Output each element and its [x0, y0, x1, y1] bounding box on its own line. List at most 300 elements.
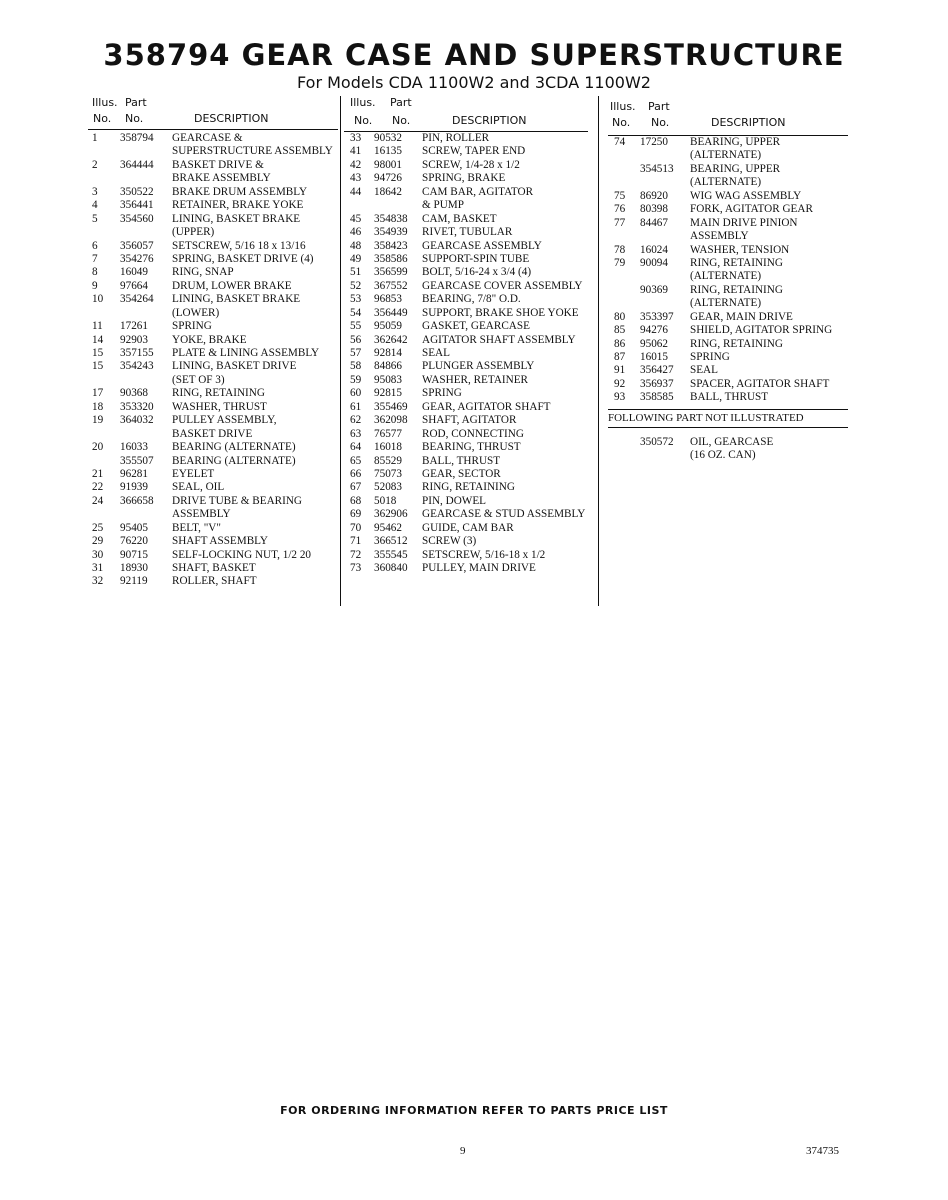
table-row [88, 347, 340, 360]
illus-number: 61 [350, 400, 362, 413]
illus-number: 43 [350, 172, 362, 185]
table-row [88, 414, 340, 427]
header-description: DESCRIPTION [711, 116, 786, 129]
table-row [342, 320, 598, 333]
header-no: No. [612, 116, 631, 129]
part-description: PLUNGER ASSEMBLY [422, 360, 535, 373]
table-row [88, 145, 340, 158]
table-row [342, 253, 598, 266]
part-description: SPACER, AGITATOR SHAFT [690, 377, 830, 390]
header-part: Part [390, 96, 412, 109]
part-description: PULLEY ASSEMBLY, [172, 414, 277, 427]
illus-number: 68 [350, 494, 362, 507]
part-description: SEAL, OIL [172, 481, 225, 494]
illus-number: 29 [92, 535, 104, 548]
part-description: RING, RETAINING [172, 387, 265, 400]
parts-list [608, 136, 848, 405]
illus-number: 11 [92, 320, 103, 333]
illus-number: 74 [614, 136, 626, 148]
table-row [88, 508, 340, 521]
part-description: SHAFT, BASKET [172, 562, 256, 574]
part-description: RETAINER, BRAKE YOKE [172, 199, 304, 212]
part-number: 90532 [374, 132, 402, 144]
ordering-footer: FOR ORDERING INFORMATION REFER TO PARTS PRICE LIST [280, 1104, 668, 1117]
part-description: GEARCASE COVER ASSEMBLY [422, 279, 583, 292]
part-number: 5018 [374, 494, 397, 507]
illus-number: 69 [350, 508, 362, 521]
part-number: 353320 [120, 400, 154, 413]
part-description: GEAR, SECTOR [422, 467, 501, 480]
part-description: BASKET DRIVE & [172, 158, 264, 171]
part-description: CAM, BASKET [422, 212, 497, 225]
header-illus: Illus. [610, 100, 636, 113]
part-description: PIN, ROLLER [422, 132, 490, 144]
table-row [342, 199, 598, 212]
page-number: 9 [460, 1145, 466, 1157]
table-row [608, 297, 848, 310]
part-number: 85529 [374, 454, 402, 467]
part-description: BEARING (ALTERNATE) [172, 441, 296, 454]
table-row [342, 132, 598, 145]
part-description: BRAKE DRUM ASSEMBLY [172, 185, 308, 198]
parts-list [88, 132, 340, 589]
part-number: 358586 [374, 252, 408, 265]
table-row [342, 293, 598, 306]
table-row [342, 441, 598, 454]
illus-number: 17 [92, 387, 104, 400]
illus-number: 87 [614, 351, 626, 363]
table-row [88, 186, 340, 199]
table-row [342, 145, 598, 158]
illus-number: 77 [614, 216, 626, 229]
table-row [608, 230, 848, 243]
illus-number: 60 [350, 387, 362, 400]
table-row [342, 172, 598, 185]
table-row [608, 338, 848, 351]
illus-number: 15 [92, 347, 104, 359]
part-description: RING, RETAINING [690, 337, 783, 350]
part-description: LINING, BASKET BRAKE [172, 293, 301, 306]
part-number: 96281 [120, 467, 148, 480]
illus-number: 91 [614, 364, 626, 377]
illus-number: 14 [92, 333, 104, 346]
illus-number: 54 [350, 306, 362, 319]
part-number: 90369 [640, 283, 668, 296]
part-description: WASHER, RETAINER [422, 373, 529, 386]
part-number: 364444 [120, 158, 154, 171]
illus-number: 59 [350, 373, 362, 386]
header-no: No. [125, 112, 144, 125]
table-row [342, 226, 598, 239]
table-row [608, 351, 848, 364]
table-row [608, 217, 848, 230]
illus-number: 72 [350, 548, 362, 561]
illus-number: 4 [92, 199, 98, 212]
table-row [88, 253, 340, 266]
part-description: SHAFT ASSEMBLY [172, 535, 268, 548]
table-row [608, 378, 848, 391]
part-description: GEARCASE & [172, 132, 243, 144]
part-number: 366658 [120, 494, 154, 507]
part-number: 92903 [120, 333, 148, 346]
part-number: 95462 [374, 521, 402, 534]
part-description: BEARING, UPPER [690, 136, 781, 148]
table-row [342, 414, 598, 427]
part-description: GEARCASE & STUD ASSEMBLY [422, 508, 586, 521]
header-no: No. [392, 114, 411, 127]
part-description: PLATE & LINING ASSEMBLY [172, 347, 320, 359]
column-divider [598, 96, 599, 606]
table-row [608, 244, 848, 257]
part-description: GASKET, GEARCASE [422, 320, 530, 333]
illus-number: 18 [92, 400, 104, 413]
part-number: 364032 [120, 414, 154, 427]
illus-number: 10 [92, 293, 104, 306]
table-row [88, 387, 340, 400]
illus-number: 1 [92, 132, 98, 144]
table-row [88, 213, 340, 226]
part-description: GEAR, MAIN DRIVE [690, 310, 793, 323]
illus-number: 48 [350, 239, 362, 252]
table-row [342, 481, 598, 494]
table-row [342, 495, 598, 508]
table-row [88, 266, 340, 279]
part-number: 356057 [120, 239, 154, 252]
part-description: OIL, GEARCASE [690, 435, 774, 448]
part-description: CAM BAR, AGITATOR [422, 185, 534, 198]
part-number: 18930 [120, 562, 148, 574]
table-row [608, 270, 848, 283]
part-description: ASSEMBLY [172, 508, 231, 521]
part-number: 356449 [374, 306, 408, 319]
table-row [608, 449, 848, 462]
table-row [342, 468, 598, 481]
part-description: GEARCASE ASSEMBLY [422, 239, 542, 252]
not-illustrated-heading: FOLLOWING PART NOT ILLUSTRATED [608, 409, 848, 428]
table-row [342, 428, 598, 441]
part-description: GEAR, AGITATOR SHAFT [422, 400, 551, 413]
illus-number: 49 [350, 252, 362, 265]
part-description: EYELET [172, 467, 215, 480]
part-description: SUPPORT, BRAKE SHOE YOKE [422, 306, 579, 319]
part-number: 16015 [640, 351, 668, 363]
part-description: BRAKE ASSEMBLY [172, 172, 271, 185]
header-part: Part [125, 96, 147, 109]
table-row [88, 293, 340, 306]
table-row [342, 387, 598, 400]
part-number: 367552 [374, 279, 408, 292]
part-description: SPRING [172, 320, 212, 333]
header-description: DESCRIPTION [194, 112, 269, 125]
part-description: ASSEMBLY [690, 230, 749, 243]
illus-number: 70 [350, 521, 362, 534]
part-number: 94276 [640, 324, 668, 337]
part-description: RIVET, TUBULAR [422, 226, 513, 239]
table-row [342, 562, 598, 575]
not-illustrated-list [608, 436, 848, 463]
table-row [88, 575, 340, 588]
part-number: 90715 [120, 548, 148, 561]
table-row [88, 280, 340, 293]
part-description: WASHER, TENSION [690, 243, 790, 256]
table-row [608, 257, 848, 270]
part-number: 95059 [374, 320, 402, 333]
table-row [342, 186, 598, 199]
part-description: (ALTERNATE) [690, 270, 762, 283]
part-number: 354939 [374, 226, 408, 239]
parts-column-2 [342, 96, 598, 575]
table-row [342, 455, 598, 468]
part-description: SPRING, BRAKE [422, 172, 506, 185]
header-part: Part [648, 100, 670, 113]
part-number: 356441 [120, 199, 154, 212]
part-description: BOLT, 5/16-24 x 3/4 (4) [422, 266, 532, 279]
part-description: SETSCREW, 5/16 18 x 13/16 [172, 239, 306, 252]
header-no: No. [93, 112, 112, 125]
illus-number: 5 [92, 212, 98, 225]
illus-number: 19 [92, 414, 104, 427]
illus-number: 32 [92, 575, 104, 588]
part-number: 360840 [374, 562, 408, 574]
table-row [608, 391, 848, 404]
part-description: BEARING, THRUST [422, 441, 521, 454]
part-description: SETSCREW, 5/16-18 x 1/2 [422, 548, 546, 561]
part-description: BALL, THRUST [690, 391, 769, 404]
illus-number: 20 [92, 441, 104, 454]
table-row [88, 455, 340, 468]
illus-number: 63 [350, 427, 362, 440]
part-number: 350572 [640, 435, 674, 448]
part-number: 95062 [640, 337, 668, 350]
part-number: 98001 [374, 158, 402, 171]
page-title: 358794 GEAR CASE AND SUPERSTRUCTURE [103, 38, 845, 72]
part-description: RING, RETAINING [690, 256, 783, 269]
table-row [88, 522, 340, 535]
part-description: (ALTERNATE) [690, 149, 762, 162]
part-description: SPRING [690, 351, 730, 363]
table-row [88, 132, 340, 145]
parts-list [342, 132, 598, 575]
part-number: 52083 [374, 481, 402, 494]
table-row [342, 240, 598, 253]
part-description: SEAL [422, 347, 450, 359]
part-number: 84866 [374, 360, 402, 373]
part-number: 356599 [374, 266, 408, 279]
illus-number: 57 [350, 347, 362, 359]
illus-number: 7 [92, 252, 98, 265]
table-row [608, 149, 848, 162]
part-description: RING, RETAINING [422, 481, 515, 494]
part-number: 92814 [374, 347, 402, 359]
table-row [88, 562, 340, 575]
table-row [608, 190, 848, 203]
table-row [342, 360, 598, 373]
part-number: 358585 [640, 391, 674, 404]
table-row [342, 334, 598, 347]
table-row [342, 266, 598, 279]
part-description: DRIVE TUBE & BEARING [172, 494, 302, 507]
part-number: 350522 [120, 185, 154, 198]
illus-number: 46 [350, 226, 362, 239]
part-number: 91939 [120, 481, 148, 494]
table-row [88, 159, 340, 172]
header-description: DESCRIPTION [452, 114, 527, 127]
illus-number: 92 [614, 377, 626, 390]
illus-number: 93 [614, 391, 626, 404]
part-number: 362642 [374, 333, 408, 346]
part-number: 354513 [640, 162, 674, 175]
part-description: SELF-LOCKING NUT, 1/2 20 [172, 548, 312, 561]
part-description: SUPERSTRUCTURE ASSEMBLY [172, 145, 333, 158]
illus-number: 79 [614, 256, 626, 269]
part-number: 95083 [374, 373, 402, 386]
table-row [342, 401, 598, 414]
part-number: 354243 [120, 360, 154, 373]
illus-number: 33 [350, 132, 362, 144]
table-row [88, 360, 340, 373]
table-row [88, 320, 340, 333]
header-illus: Illus. [92, 96, 118, 109]
part-number: 362906 [374, 508, 408, 521]
part-number: 92815 [374, 387, 402, 400]
table-row [88, 199, 340, 212]
part-number: 75073 [374, 467, 402, 480]
part-number: 95405 [120, 521, 148, 534]
table-row [608, 436, 848, 449]
illus-number: 65 [350, 454, 362, 467]
part-description: BEARING (ALTERNATE) [172, 454, 296, 467]
illus-number: 44 [350, 185, 362, 198]
part-number: 97664 [120, 279, 148, 292]
illus-number: 58 [350, 360, 362, 373]
part-description: SCREW, 1/4-28 x 1/2 [422, 158, 520, 171]
part-number: 16135 [374, 145, 402, 158]
part-description: LINING, BASKET BRAKE [172, 212, 301, 225]
illus-number: 15 [92, 360, 104, 373]
part-description: SCREW (3) [422, 535, 477, 548]
part-description: DRUM, LOWER BRAKE [172, 279, 292, 292]
column-header [608, 100, 848, 136]
part-number: 358423 [374, 239, 408, 252]
illus-number: 64 [350, 441, 362, 454]
illus-number: 22 [92, 481, 104, 494]
part-description: BEARING, 7/8" O.D. [422, 293, 521, 306]
part-description: BELT, "V" [172, 521, 221, 534]
part-number: 354838 [374, 212, 408, 225]
table-row [342, 213, 598, 226]
illus-number: 41 [350, 145, 362, 158]
part-description: PULLEY, MAIN DRIVE [422, 562, 536, 574]
part-description: (16 OZ. CAN) [690, 449, 756, 462]
part-number: 357155 [120, 347, 154, 359]
part-number: 96853 [374, 293, 402, 306]
part-number: 92119 [120, 575, 148, 588]
parts-column-3 [608, 100, 848, 463]
table-row [608, 284, 848, 297]
illus-number: 66 [350, 467, 362, 480]
table-row [608, 324, 848, 337]
part-number: 355469 [374, 400, 408, 413]
illus-number: 71 [350, 535, 362, 548]
part-number: 356937 [640, 377, 674, 390]
header-no: No. [354, 114, 373, 127]
part-number: 353397 [640, 310, 674, 323]
illus-number: 55 [350, 320, 362, 333]
table-row [608, 176, 848, 189]
part-description: ROLLER, SHAFT [172, 575, 257, 588]
illus-number: 6 [92, 239, 98, 252]
parts-column-1 [88, 96, 340, 589]
part-description: LINING, BASKET DRIVE [172, 360, 297, 373]
illus-number: 42 [350, 158, 362, 171]
part-description: BASKET DRIVE [172, 427, 253, 440]
illus-number: 62 [350, 414, 362, 427]
part-description: SUPPORT-SPIN TUBE [422, 252, 530, 265]
part-description: (UPPER) [172, 226, 215, 239]
illus-number: 75 [614, 189, 626, 202]
part-description: PIN, DOWEL [422, 494, 487, 507]
column-divider [340, 96, 341, 606]
part-description: GUIDE, CAM BAR [422, 521, 514, 534]
table-row [88, 468, 340, 481]
part-description: RING, RETAINING [690, 283, 783, 296]
illus-number: 51 [350, 266, 362, 279]
part-number: 358794 [120, 132, 154, 144]
table-row [88, 172, 340, 185]
illus-number: 67 [350, 481, 362, 494]
table-row [342, 522, 598, 535]
part-number: 354264 [120, 293, 154, 306]
table-row [88, 549, 340, 562]
table-row [342, 307, 598, 320]
table-row [342, 535, 598, 548]
part-description: SHIELD, AGITATOR SPRING [690, 324, 833, 337]
part-number: 16033 [120, 441, 148, 454]
part-number: 354276 [120, 252, 154, 265]
column-header [342, 96, 598, 132]
table-row [88, 428, 340, 441]
part-number: 355545 [374, 548, 408, 561]
part-description: & PUMP [422, 199, 464, 212]
illus-number: 9 [92, 279, 98, 292]
part-description: ROD, CONNECTING [422, 427, 524, 440]
header-no: No. [651, 116, 670, 129]
header-illus: Illus. [350, 96, 376, 109]
illus-number: 76 [614, 203, 626, 216]
page-subtitle: For Models CDA 1100W2 and 3CDA 1100W2 [297, 73, 651, 92]
illus-number: 73 [350, 562, 362, 574]
part-number: 86920 [640, 189, 668, 202]
illus-number: 86 [614, 337, 626, 350]
illus-number: 31 [92, 562, 104, 574]
illus-number: 56 [350, 333, 362, 346]
part-description: BALL, THRUST [422, 454, 501, 467]
illus-number: 21 [92, 467, 104, 480]
table-row [88, 441, 340, 454]
part-number: 16024 [640, 243, 668, 256]
part-number: 362098 [374, 414, 408, 427]
part-number: 16018 [374, 441, 402, 454]
part-description: SPRING, BASKET DRIVE (4) [172, 252, 314, 265]
table-row [88, 240, 340, 253]
table-row [342, 508, 598, 521]
document-number: 374735 [806, 1145, 839, 1157]
part-number: 94726 [374, 172, 402, 185]
illus-number: 2 [92, 158, 98, 171]
part-description: SEAL [690, 364, 718, 377]
part-description: (ALTERNATE) [690, 176, 762, 189]
part-number: 16049 [120, 266, 148, 279]
